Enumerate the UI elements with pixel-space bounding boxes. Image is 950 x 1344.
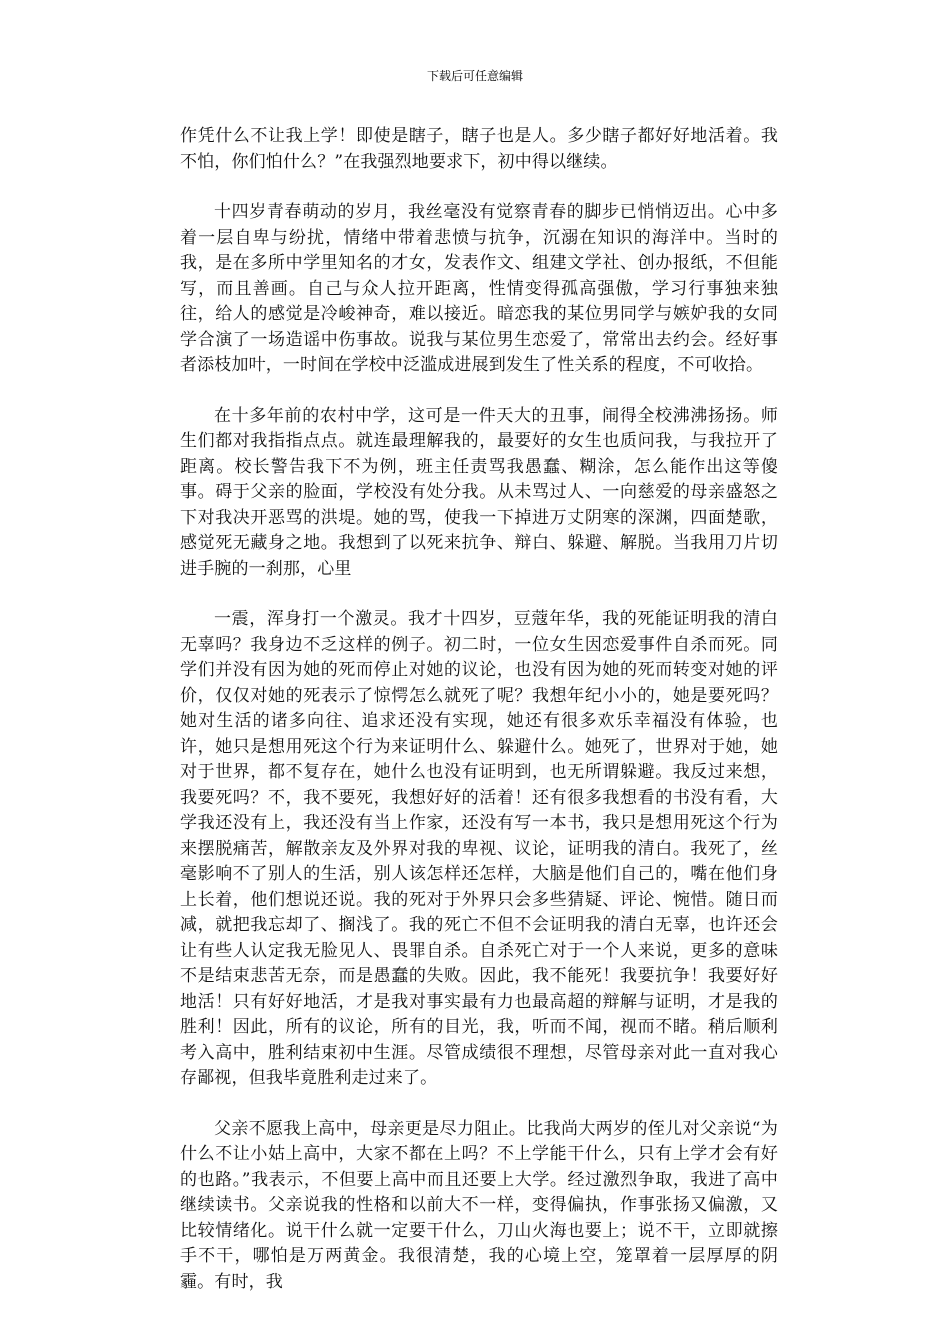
paragraph-1: 作凭什么不让我上学！即使是瞎子，瞎子也是人。多少瞎子都好好地活着。我不怕，你们怕什么？”在我强烈地要求下，初中得以继续。 — [180, 126, 778, 172]
paragraph-4: 一震，浑身打一个激灵。我才十四岁，豆蔻年华，我的死能证明我的清白无辜吗？我身边不乏这样的例子。初二时，一位女生因恋爱事件自杀而死。同学们并没有因为她的死而停止对她的议论，也没有因为她的死而转变对她的评价，仅仅对她的死表示了惊愕怎么就死了呢？我想年纪小小的，她是要死吗？她对生活的诸多向往、追求还没有实现，她还有很多欢乐幸福没有体验，也许，她只是想用死这个行为来证明什么、躲避什么。她死了，世界对于她，她对于世界，都不复存在，她什么也没有证明到，也无所谓躲避。我反过来想，我要死吗？不，我不要死，我想好好的活着！还有很多我想看的书没有看，大学我还没有上，我还没有当上作家，还没有写一本书，我只是想用死这个行为来摆脱痛苦，解散亲友及外界对我的卑视、议论，证明我的清白。我死了，丝毫影响不了别人的生活，别人该怎样还怎样，大脑是他们自己的，嘴在他们身上长着，他们想说还说。我的死对于外界只会多些猜疑、评论、惋惜。随日而减，就把我忘却了、搁浅了。我的死亡不但不会证明我的清白无辜，也许还会让有些人认定我无脸见人、畏罪自杀。自杀死亡对于一个人来说，更多的意味不是结束悲苦无奈，而是愚蠢的失败。因此，我不能死！我要抗争！我要好好地活！只有好好地活，才是我对事实最有力也最高超的辩解与证明，才是我的胜利！因此，所有的议论，所有的目光，我，听而不闻，视而不睹。稍后顺利考入高中，胜利结束初中生涯。尽管成绩很不理想，尽管母亲对此一直对我心存鄙视，但我毕竟胜利走过来了。 — [180, 609, 778, 1088]
document-body — [180, 124, 778, 1320]
paragraph-5: 父亲不愿我上高中，母亲更是尽力阻止。比我尚大两岁的侄儿对父亲说“为什么不让小姑上高中，大家不都在上吗？不上学能干什么，只有上学才会有好的也路。”我表示，不但要上高中而且还要上大学。经过激烈争取，我进了高中继续读书。父亲说我的性格和以前大不一样，变得偏执，作事张扬又偏激，又比较情绪化。说干什么就一定要干什么，刀山火海也要上；说不干，立即就擦手不干，哪怕是万两黄金。我很清楚，我的心境上空，笼罩着一层厚厚的阴霾。有时，我 — [180, 1118, 778, 1292]
paragraph-3: 在十多年前的农村中学，这可是一件天大的丑事，闹得全校沸沸扬扬。师生们都对我指指点点。就连最理解我的，最要好的女生也质问我，与我拉开了距离。校长警告我下不为例，班主任责骂我愚蠢、糊涂，怎么能作出这等傻事。碍于父亲的脸面，学校没有处分我。从未骂过人、一向慈爱的母亲盛怒之下对我决开恶骂的洪堤。她的骂，使我一下掉进万丈阴寒的深渊，四面楚歌，感觉死无藏身之地。我想到了以死来抗争、辩白、躲避、解脱。当我用刀片切进手腕的一刹那，心里 — [180, 405, 778, 579]
page-header: 下载后可任意编辑 — [426, 69, 523, 83]
paragraph-2: 十四岁青春萌动的岁月，我丝毫没有觉察青春的脚步已悄悄迈出。心中多着一层自卑与纷扰，情绪中带着悲愤与抗争，沉溺在知识的海洋中。当时的我，是在多所中学里知名的才女，发表作文、组建文学社、创办报纸，不但能写，而且善画。自己与众人拉开距离，性情变得孤高强傲，学习行事独来独往，给人的感觉是冷峻神奇，难以接近。暗恋我的某位男同学与嫉妒我的女同学合演了一场造谣中伤事故。说我与某位男生恋爱了，常常出去约会。经好事者添枝加叶，一时间在学校中泛滥成进展到发生了性关系的程度，不可收拾。 — [180, 202, 778, 375]
